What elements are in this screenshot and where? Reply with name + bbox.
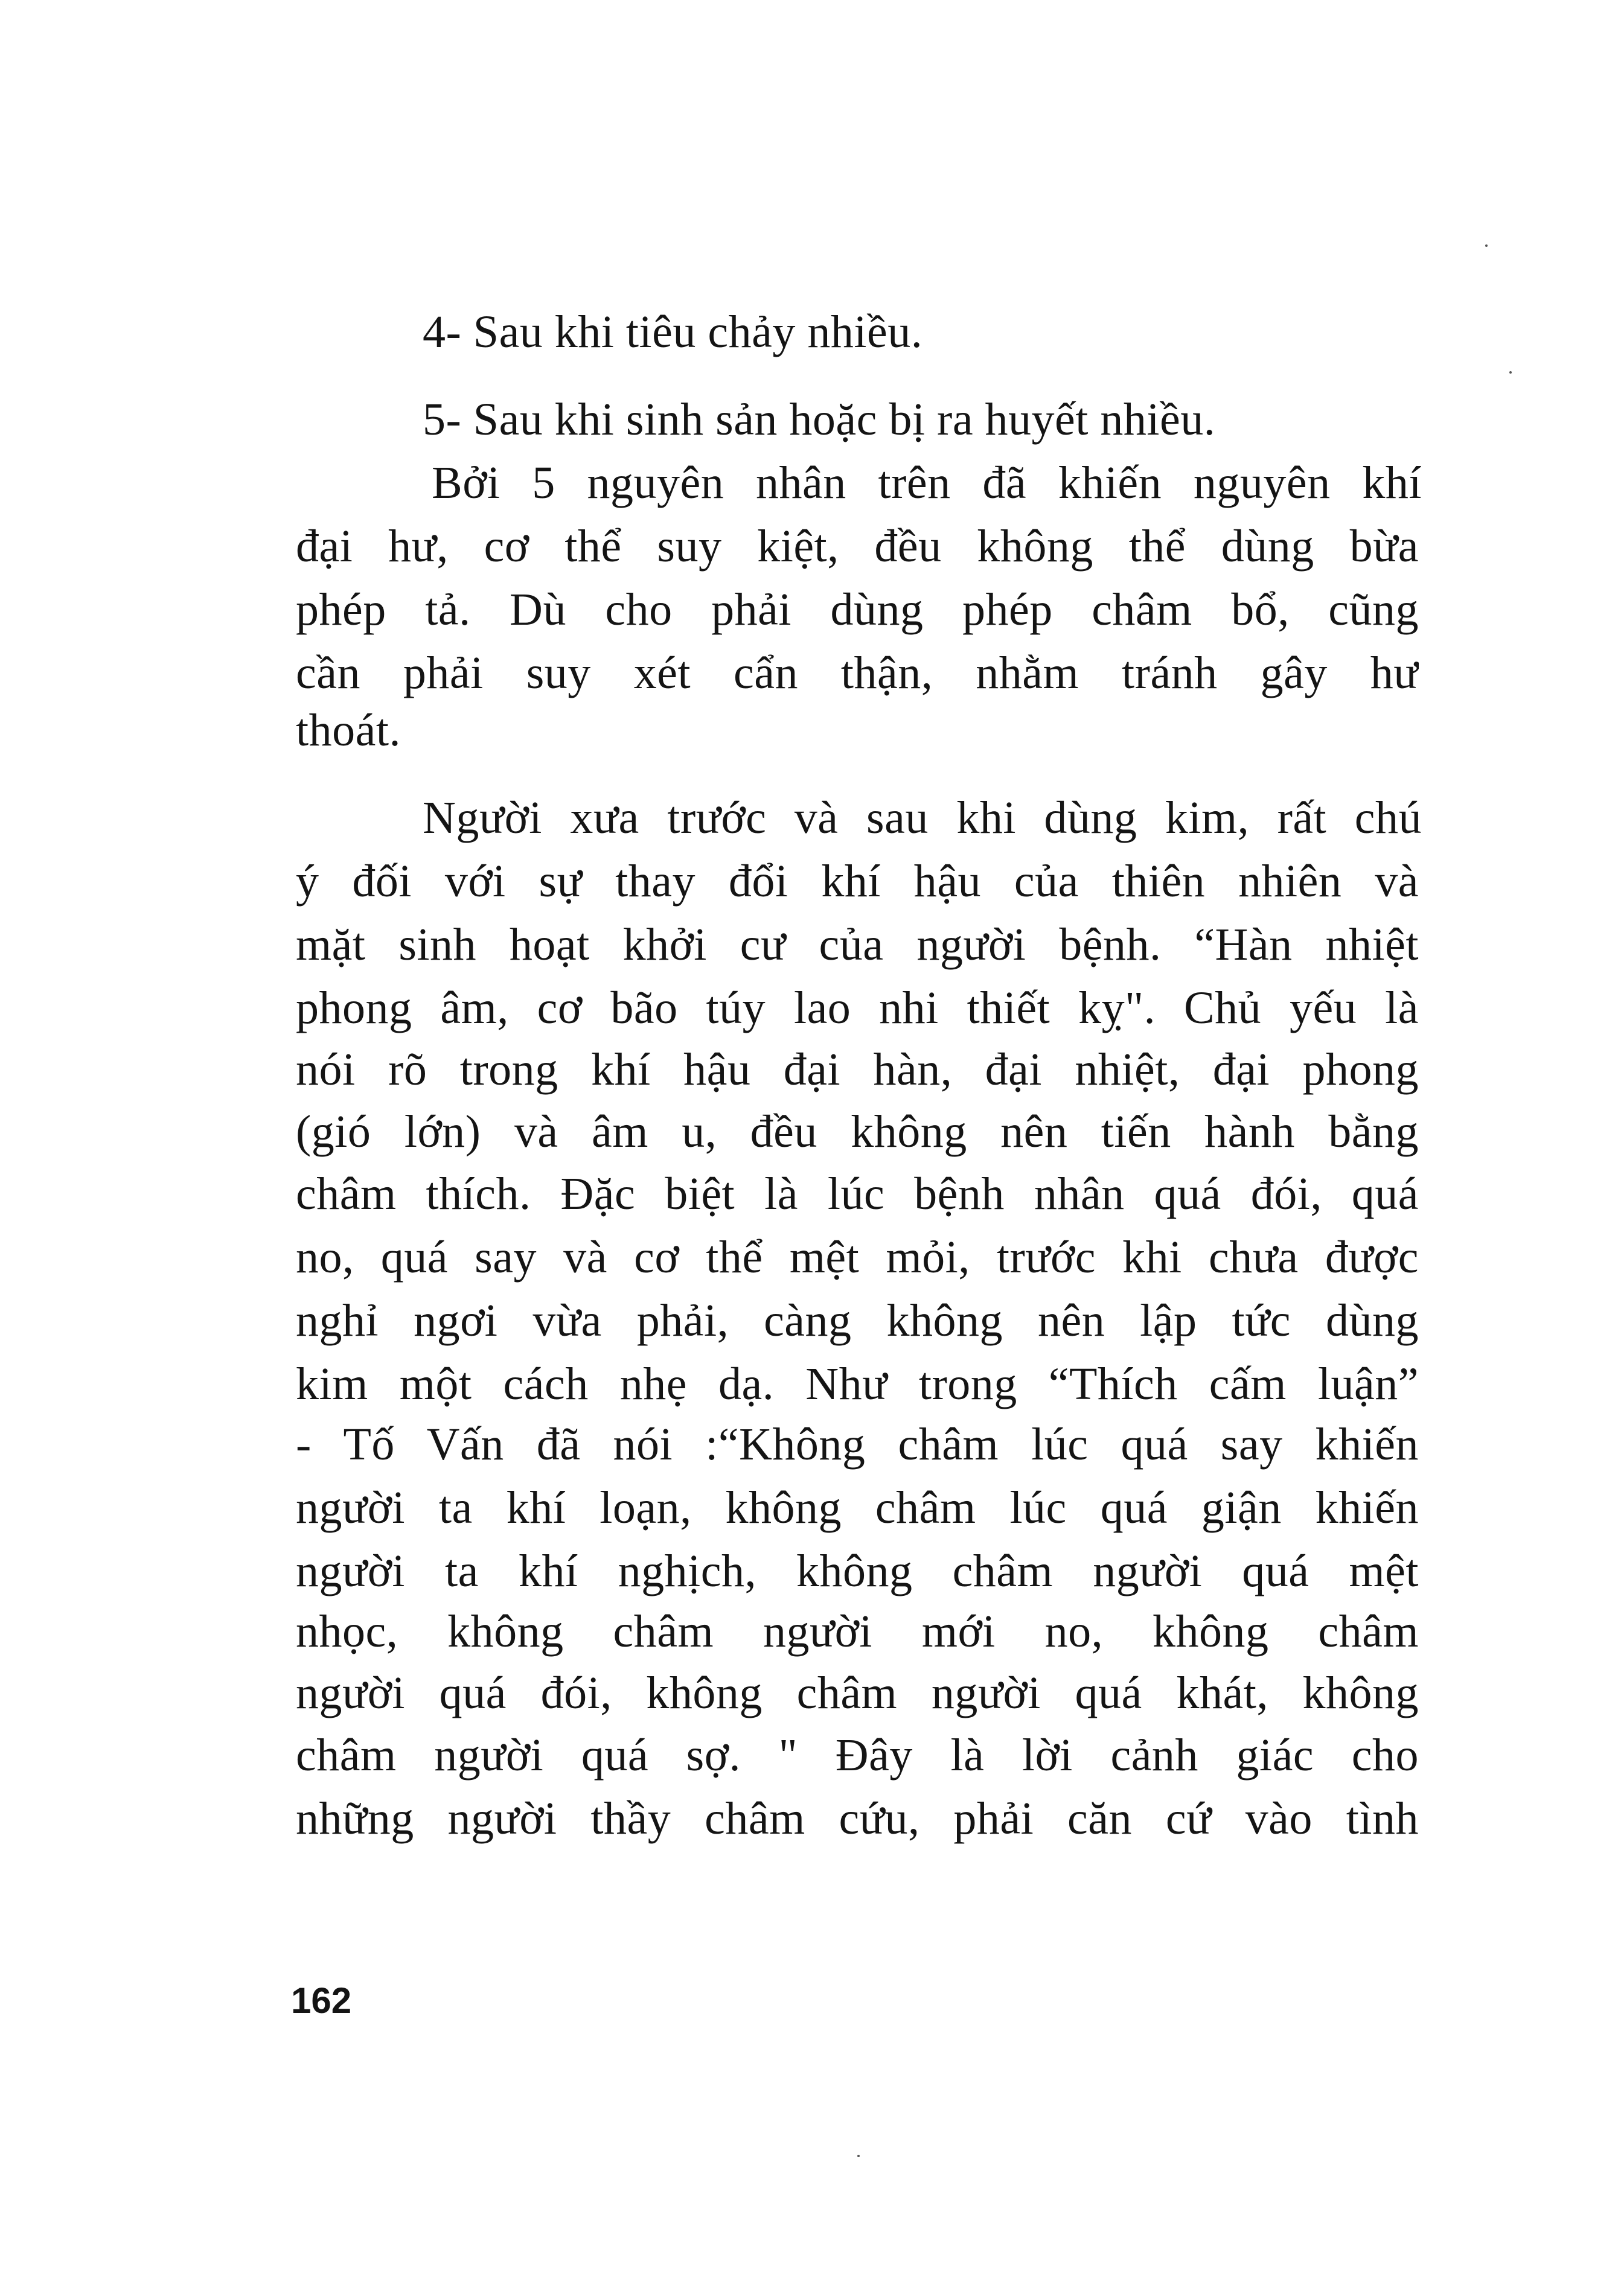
paragraph-2-line-2: ý đối với sự thay đổi khí hậu của thiên nhiên và — [296, 856, 1419, 907]
page-number: 162 — [291, 1980, 352, 2021]
paragraph-1-line-5: thoát. — [296, 705, 401, 756]
paragraph-2-line-12: người ta khí loạn, không châm lúc quá giận khiến — [296, 1482, 1419, 1533]
list-item-5: 5- Sau khi sinh sản hoặc bị ra huyết nhiều. — [423, 394, 1216, 445]
paragraph-2-line-5: nói rõ trong khí hậu đại hàn, đại nhiệt, đại phong — [296, 1044, 1419, 1095]
paragraph-2-line-17: những người thầy châm cứu, phải căn cứ vào tình — [296, 1793, 1419, 1844]
paragraph-1-line-2: đại hư, cơ thể suy kiệt, đều không thể dùng bừa — [296, 521, 1419, 572]
paragraph-2-line-1: Người xưa trước và sau khi dùng kim, rất chú — [423, 792, 1422, 843]
scan-speck — [1485, 244, 1488, 247]
paragraph-2-line-3: mặt sinh hoạt khởi cư của người bệnh. “Hàn nhiệt — [296, 919, 1419, 970]
paragraph-1-line-3: phép tả. Dù cho phải dùng phép châm bổ, cũng — [296, 584, 1419, 635]
paragraph-1-line-1: Bởi 5 nguyên nhân trên đã khiến nguyên khí — [432, 458, 1422, 508]
scan-speck — [857, 2155, 860, 2157]
paragraph-2-line-9: nghỉ ngơi vừa phải, càng không nên lập tức dùng — [296, 1295, 1419, 1346]
paragraph-2-line-6: (gió lớn) và âm u, đều không nên tiến hành bằng — [296, 1106, 1419, 1157]
paragraph-2-line-16: châm người quá sợ. " Đây là lời cảnh giác cho — [296, 1730, 1419, 1781]
paragraph-2-line-14: nhọc, không châm người mới no, không châm — [296, 1606, 1419, 1657]
paragraph-2-line-7: châm thích. Đặc biệt là lúc bệnh nhân quá đói, quá — [296, 1169, 1419, 1219]
paragraph-2-line-13: người ta khí nghịch, không châm người quá mệt — [296, 1546, 1419, 1596]
paragraph-2-line-4: phong âm, cơ bão túy lao nhi thiết kỵ". Chủ yếu là — [296, 983, 1419, 1033]
scan-speck — [1509, 371, 1512, 374]
paragraph-2-line-15: người quá đói, không châm người quá khát, không — [296, 1668, 1419, 1718]
list-item-4: 4- Sau khi tiêu chảy nhiều. — [423, 307, 923, 357]
paragraph-1-line-4: cần phải suy xét cẩn thận, nhằm tránh gây hư — [296, 648, 1419, 698]
paragraph-2-line-10: kim một cách nhẹ dạ. Như trong “Thích cấm luận” — [296, 1359, 1419, 1409]
paragraph-2-line-11: - Tố Vấn đã nói :“Không châm lúc quá say khiến — [296, 1419, 1419, 1470]
paragraph-2-line-8: no, quá say và cơ thể mệt mỏi, trước khi chưa được — [296, 1232, 1419, 1283]
